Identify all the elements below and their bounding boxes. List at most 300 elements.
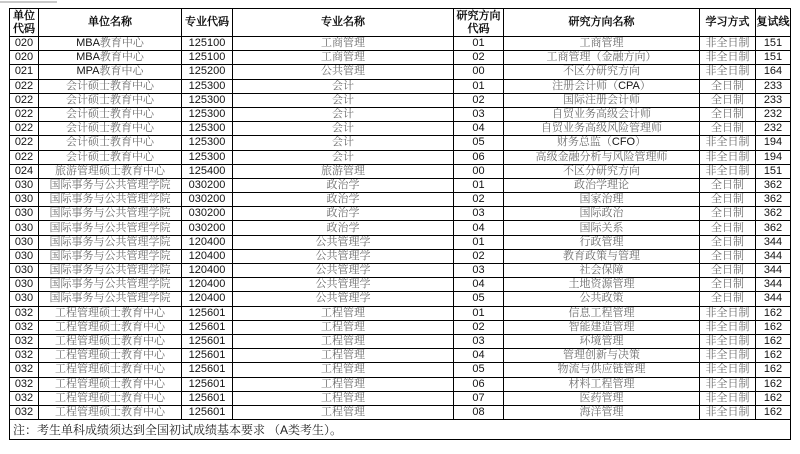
latin-text: 164 (763, 65, 783, 78)
latin-text: CFO (611, 136, 636, 149)
table-cell: 财务总监（CFO） (504, 136, 700, 150)
table-cell (10, 306, 39, 320)
table-cell (182, 320, 233, 334)
table-cell (10, 377, 39, 391)
table-cell (182, 79, 233, 93)
table-cell: 工程管理 (233, 377, 454, 391)
table-cell (756, 207, 791, 221)
table-cell: 会计 (233, 79, 454, 93)
latin-text: 120400 (188, 235, 226, 248)
latin-text: 022 (14, 150, 34, 163)
table-cell (454, 178, 504, 192)
table-cell: 非全日制 (700, 377, 756, 391)
latin-text: 02 (472, 320, 485, 333)
latin-text: 120400 (188, 278, 226, 291)
latin-text: 032 (14, 349, 34, 362)
table-cell (756, 235, 791, 249)
table-cell: 公共管理学 (233, 292, 454, 306)
table-cell: 教育政策与管理 (504, 249, 700, 263)
latin-text: 125601 (188, 405, 226, 418)
table-cell: 政治学 (233, 178, 454, 192)
latin-text: 030 (14, 193, 34, 206)
table-cell: 工程管理 (233, 349, 454, 363)
table-cell (756, 37, 791, 51)
table-footnote: 注：考生单科成绩须达到全国初试成绩基本要求 （A类考生）。 (10, 420, 791, 440)
table-row (10, 51, 791, 65)
table-cell: 国际事务与公共管理学院 (39, 264, 182, 278)
latin-text: 03 (472, 108, 485, 121)
latin-text: 125300 (188, 93, 226, 106)
table-cell (756, 306, 791, 320)
table-cell: 政治学理论 (504, 178, 700, 192)
table-cell (454, 320, 504, 334)
latin-text: A (280, 423, 289, 438)
latin-text: 162 (763, 405, 783, 418)
latin-text: 022 (14, 122, 34, 135)
table-cell: 会计 (233, 107, 454, 121)
table-row (10, 235, 791, 249)
latin-text: 344 (763, 264, 783, 277)
table-cell: 会计硕士教育中心 (39, 150, 182, 164)
table-cell (454, 51, 504, 65)
table-cell: 会计硕士教育中心 (39, 107, 182, 121)
table-cell: 非全日制 (700, 150, 756, 164)
table-cell: 全日制 (700, 264, 756, 278)
table-cell (756, 150, 791, 164)
table-cell: 全日制 (700, 292, 756, 306)
table-cell: 工程管理 (233, 391, 454, 405)
table-cell (10, 136, 39, 150)
latin-text: 032 (14, 363, 34, 376)
table-cell (454, 164, 504, 178)
latin-text: 344 (763, 235, 783, 248)
table-row (10, 334, 791, 348)
latin-text: 020 (14, 37, 34, 50)
table-cell (756, 264, 791, 278)
table-cell: 会计硕士教育中心 (39, 136, 182, 150)
scan-artifact-line (0, 1, 57, 3)
table-cell: 政治学 (233, 193, 454, 207)
latin-text: 030 (14, 235, 34, 248)
table-cell: 工程管理硕士教育中心 (39, 349, 182, 363)
table-cell: 工商管理 (504, 37, 700, 51)
table-cell: 全日制 (700, 93, 756, 107)
table-cell (454, 405, 504, 419)
latin-text: 030200 (188, 221, 226, 234)
table-cell: 非全日制 (700, 65, 756, 79)
table-cell: 公共政策 (504, 292, 700, 306)
table-cell: 自贸业务高级风险管理师 (504, 122, 700, 136)
table-cell: 工程管理硕士教育中心 (39, 320, 182, 334)
table-cell: 不区分研究方向 (504, 164, 700, 178)
latin-text: 120400 (188, 264, 226, 277)
latin-text: 151 (763, 164, 783, 177)
latin-text: 02 (472, 249, 485, 262)
latin-text: 03 (472, 335, 485, 348)
latin-text: 194 (763, 136, 783, 149)
table-cell: 政治学 (233, 221, 454, 235)
table-cell (756, 363, 791, 377)
table-row (10, 349, 791, 363)
latin-text: MBA (76, 37, 100, 50)
table-cell: 医药管理 (504, 391, 700, 405)
table-row (10, 249, 791, 263)
latin-text: 04 (472, 221, 485, 234)
latin-text: 362 (763, 221, 783, 234)
table-cell (756, 292, 791, 306)
column-header-1: 单位名称 (39, 9, 182, 37)
table-cell (10, 164, 39, 178)
latin-text: 030 (14, 221, 34, 234)
latin-text: 024 (14, 164, 34, 177)
table-cell: 注册会计师（CPA） (504, 79, 700, 93)
table-cell (182, 278, 233, 292)
table-cell (10, 278, 39, 292)
table-cell: 物流与供应链管理 (504, 363, 700, 377)
column-header-5: 研究方向名称 (504, 9, 700, 37)
latin-text: 125100 (188, 51, 226, 64)
table-cell (10, 349, 39, 363)
table-cell: 管理创新与决策 (504, 349, 700, 363)
table-cell: 公共管理学 (233, 278, 454, 292)
table-cell (182, 391, 233, 405)
table-cell (182, 249, 233, 263)
latin-text: 00 (472, 65, 485, 78)
table-cell (454, 349, 504, 363)
table-cell (454, 107, 504, 121)
table-cell (10, 37, 39, 51)
table-cell (756, 122, 791, 136)
table-cell (454, 377, 504, 391)
table-cell (182, 178, 233, 192)
table-cell (182, 306, 233, 320)
table-cell: 全日制 (700, 249, 756, 263)
table-cell: 会计硕士教育中心 (39, 93, 182, 107)
latin-text: 232 (763, 122, 783, 135)
latin-text: 07 (472, 391, 485, 404)
table-cell (454, 122, 504, 136)
table-cell: 国家治理 (504, 193, 700, 207)
latin-text: 125200 (188, 65, 226, 78)
latin-text: 120400 (188, 249, 226, 262)
table-cell: 公共管理学 (233, 249, 454, 263)
table-cell: 会计硕士教育中心 (39, 122, 182, 136)
table-cell (454, 306, 504, 320)
latin-text: 125100 (188, 37, 226, 50)
table-row (10, 363, 791, 377)
table-cell (756, 79, 791, 93)
latin-text: 125300 (188, 79, 226, 92)
table-cell (182, 65, 233, 79)
latin-text: 344 (763, 292, 783, 305)
latin-text: 022 (14, 136, 34, 149)
table-row (10, 164, 791, 178)
table-cell (182, 377, 233, 391)
table-cell: 国际事务与公共管理学院 (39, 207, 182, 221)
table-cell: 国际事务与公共管理学院 (39, 235, 182, 249)
latin-text: 030 (14, 278, 34, 291)
header-row (10, 9, 791, 37)
latin-text: 01 (472, 306, 485, 319)
latin-text: 01 (472, 178, 485, 191)
table-cell: 社会保障 (504, 264, 700, 278)
table-cell: 旅游管理 (233, 164, 454, 178)
table-cell (182, 363, 233, 377)
table-row (10, 264, 791, 278)
table-cell: 国际关系 (504, 221, 700, 235)
table-cell (454, 150, 504, 164)
table-cell (10, 93, 39, 107)
table-cell: 会计 (233, 136, 454, 150)
table-cell (756, 178, 791, 192)
table-cell (756, 164, 791, 178)
table-cell (10, 264, 39, 278)
latin-text: 125300 (188, 150, 226, 163)
latin-text: 022 (14, 108, 34, 121)
latin-text: 01 (472, 79, 485, 92)
table-cell (454, 391, 504, 405)
table-cell (454, 93, 504, 107)
column-header-0: 单位代码 (10, 9, 39, 37)
table-cell (10, 207, 39, 221)
table-cell (10, 122, 39, 136)
table-cell: 国际注册会计师 (504, 93, 700, 107)
table-cell: 非全日制 (700, 405, 756, 419)
table-cell: 工商管理（金融方向） (504, 51, 700, 65)
table-cell: 全日制 (700, 79, 756, 93)
table-row (10, 207, 791, 221)
table-cell: 工程管理硕士教育中心 (39, 377, 182, 391)
table-cell (756, 377, 791, 391)
table-cell (10, 178, 39, 192)
latin-text: 00 (472, 164, 485, 177)
latin-text: 162 (763, 363, 783, 376)
latin-text: MPA (76, 65, 100, 78)
table-cell: 全日制 (700, 178, 756, 192)
table-cell (454, 221, 504, 235)
table-cell (454, 235, 504, 249)
table-cell (756, 334, 791, 348)
latin-text: 04 (472, 349, 485, 362)
table-cell (182, 136, 233, 150)
table-cell (182, 334, 233, 348)
table-row (10, 377, 791, 391)
table-cell: 工程管理硕士教育中心 (39, 363, 182, 377)
latin-text: 125601 (188, 335, 226, 348)
table-cell: 土地资源管理 (504, 278, 700, 292)
latin-text: CPA (618, 79, 640, 92)
table-cell: 全日制 (700, 193, 756, 207)
latin-text: 032 (14, 335, 34, 348)
table-cell (182, 405, 233, 419)
latin-text: 032 (14, 405, 34, 418)
table-cell (182, 164, 233, 178)
table-cell (10, 107, 39, 121)
latin-text: 05 (472, 136, 485, 149)
latin-text: 06 (472, 150, 485, 163)
table-cell: 会计 (233, 93, 454, 107)
latin-text: 022 (14, 93, 34, 106)
latin-text: 022 (14, 79, 34, 92)
table-cell: 公共管理学 (233, 264, 454, 278)
table-cell: 全日制 (700, 122, 756, 136)
table-cell: MBA教育中心 (39, 37, 182, 51)
table-cell (454, 363, 504, 377)
latin-text: 021 (14, 65, 34, 78)
latin-text: 032 (14, 377, 34, 390)
latin-text: 030 (14, 178, 34, 191)
table-cell: 国际事务与公共管理学院 (39, 249, 182, 263)
table-cell: 国际政治 (504, 207, 700, 221)
table-cell: 非全日制 (700, 136, 756, 150)
column-header-2: 专业代码 (182, 9, 233, 37)
table-row (10, 37, 791, 51)
table-cell: 工程管理 (233, 363, 454, 377)
table-cell: 非全日制 (700, 164, 756, 178)
table-cell: 工程管理硕士教育中心 (39, 306, 182, 320)
table-cell (182, 122, 233, 136)
latin-text: 020 (14, 51, 34, 64)
table-row (10, 221, 791, 235)
latin-text: 02 (472, 193, 485, 206)
latin-text: 233 (763, 93, 783, 106)
latin-text: 344 (763, 278, 783, 291)
table-cell: MPA教育中心 (39, 65, 182, 79)
latin-text: 151 (763, 37, 783, 50)
latin-text: 162 (763, 391, 783, 404)
latin-text: 03 (472, 264, 485, 277)
latin-text: 01 (472, 37, 485, 50)
latin-text: 01 (472, 235, 485, 248)
table-cell: 非全日制 (700, 51, 756, 65)
latin-text: 030 (14, 292, 34, 305)
table-cell: 全日制 (700, 278, 756, 292)
table-cell (756, 391, 791, 405)
table-cell (10, 221, 39, 235)
table-cell: MBA教育中心 (39, 51, 182, 65)
table-cell (454, 207, 504, 221)
latin-text: 125400 (188, 164, 226, 177)
latin-text: 162 (763, 320, 783, 333)
table-cell (10, 391, 39, 405)
latin-text: 125300 (188, 136, 226, 149)
table-row (10, 93, 791, 107)
table-cell: 非全日制 (700, 306, 756, 320)
latin-text: 125601 (188, 391, 226, 404)
table-row (10, 306, 791, 320)
column-header-4: 研究方向代码 (454, 9, 504, 37)
table-cell (756, 193, 791, 207)
table-cell (10, 320, 39, 334)
table-cell: 非全日制 (700, 349, 756, 363)
latin-text: 03 (472, 207, 485, 220)
table-cell: 行政管理 (504, 235, 700, 249)
latin-text: 232 (763, 108, 783, 121)
latin-text: 194 (763, 150, 783, 163)
table-cell (454, 65, 504, 79)
latin-text: 08 (472, 405, 485, 418)
table-cell (182, 37, 233, 51)
table-cell: 全日制 (700, 235, 756, 249)
latin-text: 030200 (188, 178, 226, 191)
table-cell (454, 193, 504, 207)
table-cell: 国际事务与公共管理学院 (39, 292, 182, 306)
table-cell (10, 249, 39, 263)
column-header-6: 学习方式 (700, 9, 756, 37)
latin-text: 125601 (188, 363, 226, 376)
table-cell: 非全日制 (700, 334, 756, 348)
table-cell: 智能建造管理 (504, 320, 700, 334)
table-cell (10, 405, 39, 419)
table-row (10, 320, 791, 334)
table-cell (182, 235, 233, 249)
column-header-7: 复试线 (756, 9, 791, 37)
table-cell (454, 136, 504, 150)
table-cell (10, 51, 39, 65)
table-cell (756, 107, 791, 121)
table-cell (454, 249, 504, 263)
table-cell: 全日制 (700, 107, 756, 121)
table-cell (756, 320, 791, 334)
latin-text: 06 (472, 377, 485, 390)
admissions-score-table (9, 8, 791, 440)
table-cell (10, 363, 39, 377)
table-cell (454, 37, 504, 51)
table-row (10, 107, 791, 121)
table-cell: 国际事务与公共管理学院 (39, 278, 182, 292)
latin-text: 030 (14, 264, 34, 277)
latin-text: 05 (472, 363, 485, 376)
table-cell (10, 235, 39, 249)
latin-text: 162 (763, 349, 783, 362)
latin-text: MBA (76, 51, 100, 64)
table-row (10, 122, 791, 136)
latin-text: 032 (14, 391, 34, 404)
table-cell: 非全日制 (700, 391, 756, 405)
table-row (10, 136, 791, 150)
table-cell (182, 93, 233, 107)
table-cell (10, 292, 39, 306)
latin-text: 032 (14, 306, 34, 319)
table-row (10, 150, 791, 164)
latin-text: 125300 (188, 122, 226, 135)
latin-text: 162 (763, 306, 783, 319)
latin-text: 362 (763, 178, 783, 191)
table-cell: 工商管理 (233, 51, 454, 65)
table-cell: 海洋管理 (504, 405, 700, 419)
table-cell: 国际事务与公共管理学院 (39, 178, 182, 192)
latin-text: 04 (472, 122, 485, 135)
latin-text: 120400 (188, 292, 226, 305)
latin-text: 344 (763, 249, 783, 262)
table-cell: 工商管理 (233, 37, 454, 51)
table-cell (756, 405, 791, 419)
table-cell: 非全日制 (700, 363, 756, 377)
table-cell: 会计 (233, 122, 454, 136)
latin-text: 05 (472, 292, 485, 305)
latin-text: 032 (14, 320, 34, 333)
table-cell (756, 51, 791, 65)
table-cell: 工程管理硕士教育中心 (39, 405, 182, 419)
table-cell: 非全日制 (700, 320, 756, 334)
table-cell (182, 292, 233, 306)
table-cell: 自贸业务高级会计师 (504, 107, 700, 121)
table-cell (182, 51, 233, 65)
table-cell: 国际事务与公共管理学院 (39, 221, 182, 235)
table-cell (182, 349, 233, 363)
table-row (10, 292, 791, 306)
latin-text: 162 (763, 377, 783, 390)
